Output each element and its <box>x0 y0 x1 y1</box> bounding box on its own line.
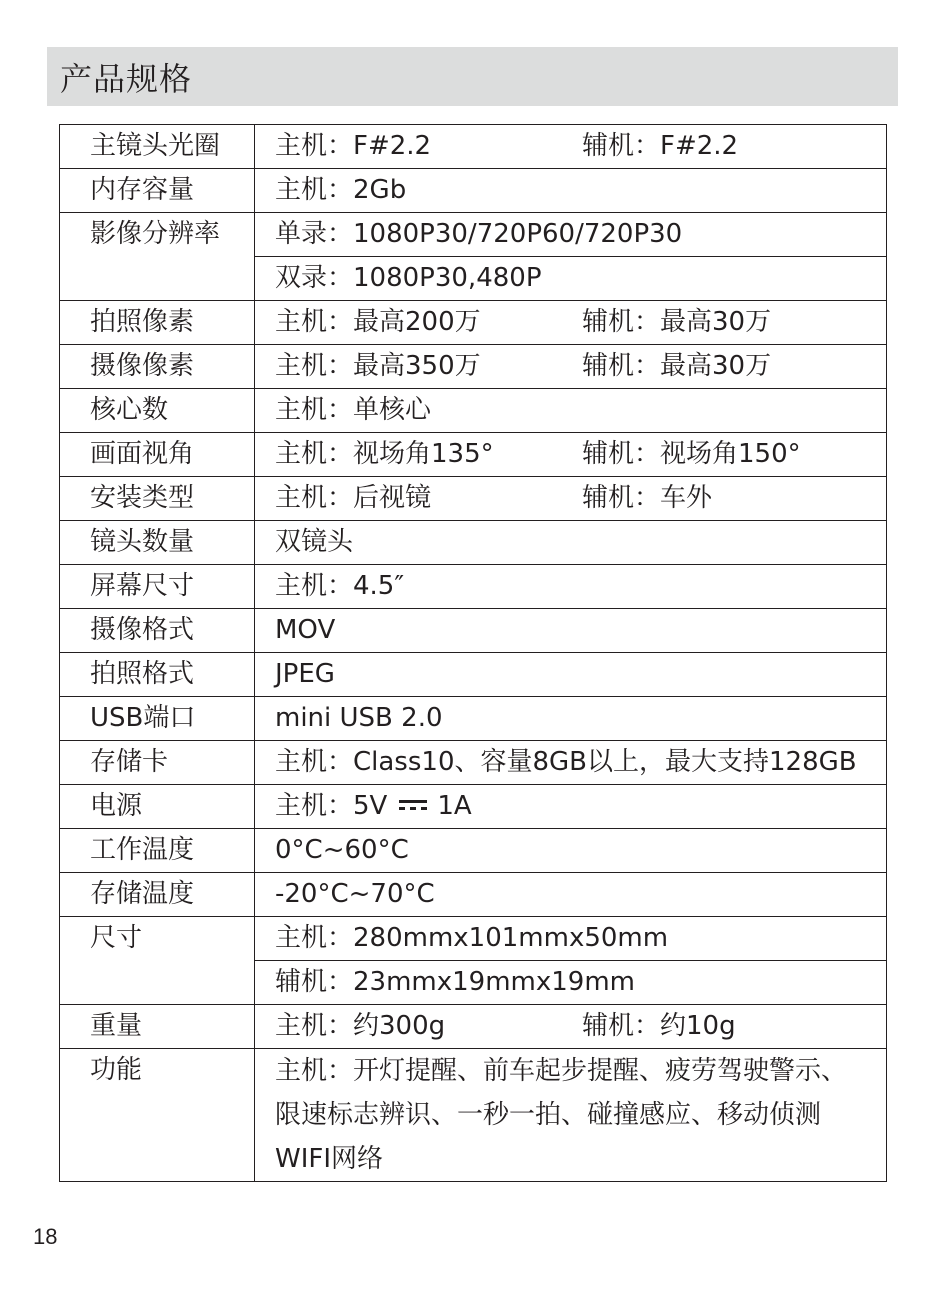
table-row <box>60 829 887 873</box>
spec-label: 尺寸 <box>60 917 255 1005</box>
table-row <box>60 653 887 697</box>
spec-label: 核心数 <box>60 389 255 433</box>
main-unit-value: 主机：F#2.2 <box>275 131 432 161</box>
spec-value <box>255 345 887 389</box>
spec-value: 双录：1080P30,480P <box>255 257 887 301</box>
table-row <box>60 697 887 741</box>
table-row <box>60 213 887 257</box>
main-unit-value: 主机：最高350万 <box>275 351 481 381</box>
power-current: 1A <box>437 791 472 821</box>
sub-unit-value: 辅机：约10g <box>582 1011 736 1041</box>
spec-value: 主机：单核心 <box>255 389 887 433</box>
sub-unit-value: 辅机：车外 <box>582 483 713 513</box>
spec-label: USB端口 <box>60 697 255 741</box>
sub-unit-value: 辅机：最高30万 <box>582 307 772 337</box>
spec-value <box>255 433 887 477</box>
main-unit-value: 主机：最高200万 <box>275 307 481 337</box>
spec-value: MOV <box>255 609 887 653</box>
spec-label: 内存容量 <box>60 169 255 213</box>
table-row <box>60 1005 887 1049</box>
table-row <box>60 433 887 477</box>
spec-label: 重量 <box>60 1005 255 1049</box>
spec-table <box>59 124 887 1182</box>
feature-line: 主机：开灯提醒、前车起步提醒、疲劳驾驶警示、 <box>275 1056 848 1086</box>
table-row <box>60 169 887 213</box>
spec-value: 主机：2Gb <box>255 169 887 213</box>
table-row <box>60 389 887 433</box>
table-row <box>60 477 887 521</box>
main-unit-value: 主机：后视镜 <box>275 483 432 513</box>
spec-label: 屏幕尺寸 <box>60 565 255 609</box>
page-number: 18 <box>33 1224 58 1249</box>
spec-value <box>255 125 887 169</box>
spec-label: 拍照像素 <box>60 301 255 345</box>
spec-value <box>255 301 887 345</box>
spec-value <box>255 1049 887 1182</box>
spec-value: -20°C~70°C <box>255 873 887 917</box>
power-voltage: 主机：5V <box>275 791 388 821</box>
spec-label: 电源 <box>60 785 255 829</box>
section-header <box>47 47 898 106</box>
table-row <box>60 741 887 785</box>
spec-label: 影像分辨率 <box>60 213 255 301</box>
spec-label: 摄像格式 <box>60 609 255 653</box>
sub-unit-value: 辅机：最高30万 <box>582 351 772 381</box>
spec-value: 主机：4.5″ <box>255 565 887 609</box>
spec-label: 存储温度 <box>60 873 255 917</box>
table-row <box>60 345 887 389</box>
spec-label: 安装类型 <box>60 477 255 521</box>
spec-label: 拍照格式 <box>60 653 255 697</box>
spec-value <box>255 785 887 829</box>
spec-value: mini USB 2.0 <box>255 697 887 741</box>
spec-label: 工作温度 <box>60 829 255 873</box>
table-row <box>60 125 887 169</box>
page-title: 产品规格 <box>60 59 193 98</box>
table-row <box>60 521 887 565</box>
dc-current-icon <box>399 798 427 812</box>
spec-label: 主镜头光圈 <box>60 125 255 169</box>
spec-value: 0°C~60°C <box>255 829 887 873</box>
table-row <box>60 873 887 917</box>
feature-line: WIFI网络 <box>275 1144 383 1174</box>
spec-value: JPEG <box>255 653 887 697</box>
main-unit-value: 主机：视场角135° <box>275 439 494 469</box>
spec-label: 摄像像素 <box>60 345 255 389</box>
table-row <box>60 301 887 345</box>
table-row <box>60 917 887 961</box>
spec-value: 辅机：23mmx19mmx19mm <box>255 961 887 1005</box>
spec-label: 画面视角 <box>60 433 255 477</box>
table-row <box>60 785 887 829</box>
spec-value <box>255 477 887 521</box>
spec-value: 主机：280mmx101mmx50mm <box>255 917 887 961</box>
table-row <box>60 565 887 609</box>
spec-value: 双镜头 <box>255 521 887 565</box>
spec-label: 功能 <box>60 1049 255 1182</box>
spec-value <box>255 1005 887 1049</box>
feature-line: 限速标志辨识、一秒一拍、碰撞感应、移动侦测 <box>275 1100 822 1130</box>
sub-unit-value: 辅机：F#2.2 <box>582 131 739 161</box>
main-unit-value: 主机：约300g <box>275 1011 446 1041</box>
table-row <box>60 1049 887 1182</box>
spec-value: 单录：1080P30/720P60/720P30 <box>255 213 887 257</box>
table-row <box>60 609 887 653</box>
sub-unit-value: 辅机：视场角150° <box>582 439 801 469</box>
spec-label: 镜头数量 <box>60 521 255 565</box>
spec-value: 主机：Class10、容量8GB以上，最大支持128GB <box>255 741 887 785</box>
spec-label: 存储卡 <box>60 741 255 785</box>
